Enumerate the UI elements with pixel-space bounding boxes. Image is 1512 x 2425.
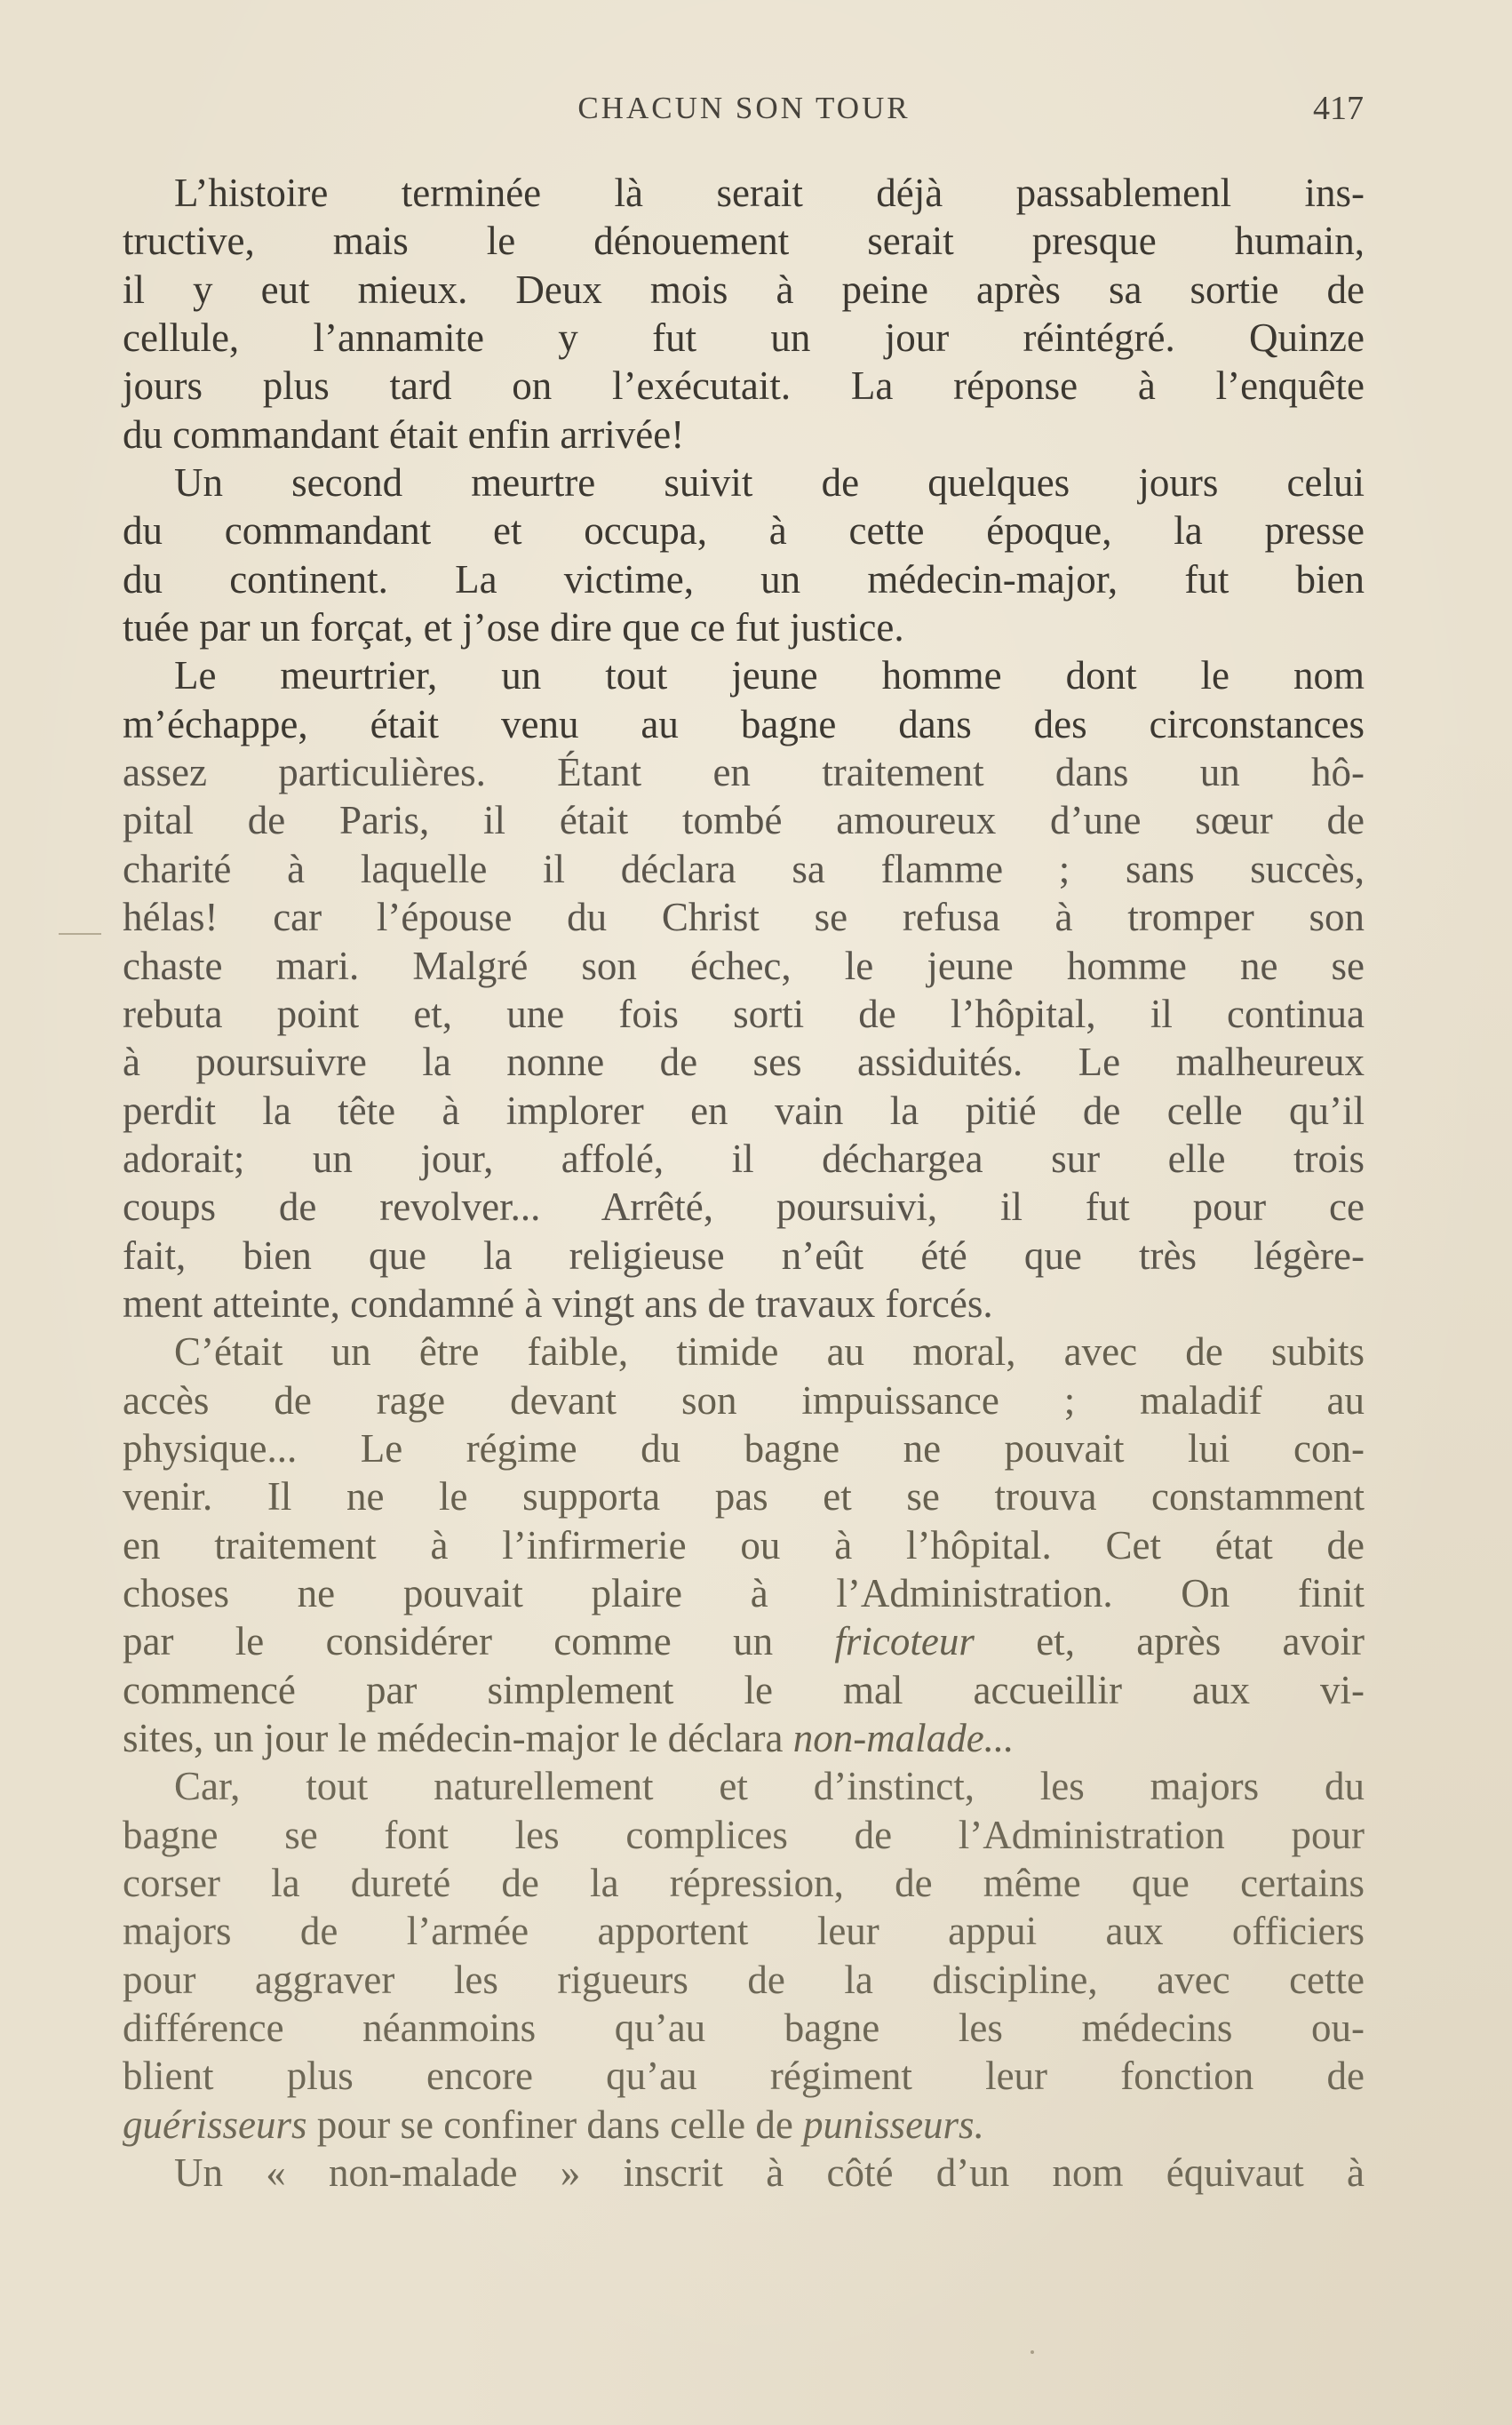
text-line: tructive, mais le dénouement serait presque humain, bbox=[123, 219, 1365, 264]
text-line: cellule, l’annamite y fut un jour réintégré. Quinze bbox=[123, 315, 1365, 361]
text-line: jours plus tard on l’exécutait. La réponse à l’enquête bbox=[123, 363, 1365, 409]
text-line bbox=[123, 2101, 1365, 2149]
margin-mark bbox=[59, 933, 101, 935]
text-fragment: et, après avoir bbox=[974, 1619, 1365, 1664]
text-line: adorait; un jour, affolé, il déchargea sur elle trois bbox=[123, 1136, 1365, 1181]
text-line: accès de rage devant son impuissance ; maladif au bbox=[123, 1377, 1365, 1423]
text-line: pital de Paris, il était tombé amoureux d’une sœur de bbox=[123, 798, 1365, 843]
italic-word: punisseurs. bbox=[803, 2102, 984, 2147]
text-line bbox=[123, 1617, 1365, 1665]
running-head bbox=[124, 85, 1364, 135]
page-number: 417 bbox=[1313, 90, 1364, 127]
text-line: Le meurtrier, un tout jeune homme dont le nom bbox=[174, 653, 1365, 698]
text-line: corser la dureté de la répression, de même que certains bbox=[123, 1861, 1365, 1906]
text-line: venir. Il ne le supporta pas et se trouva constamment bbox=[123, 1474, 1365, 1520]
body-text bbox=[123, 169, 1365, 2197]
text-line: du continent. La victime, un médecin-major, fut bien bbox=[123, 556, 1365, 602]
text-line: ment atteinte, condamné à vingt ans de travaux forcés. bbox=[123, 1280, 993, 1326]
text-line: en traitement à l’infirmerie ou à l’hôpital. Cet état de bbox=[123, 1522, 1365, 1567]
italic-word: non-malade... bbox=[792, 1716, 1015, 1760]
text-line: tuée par un forçat, et j’ose dire que ce fut justice. bbox=[123, 605, 904, 650]
text-line: commencé par simplement le mal accueillir aux vi- bbox=[123, 1667, 1365, 1712]
text-line: charité à laquelle il déclara sa flamme ; sans succès, bbox=[123, 846, 1365, 891]
text-line: Un second meurtre suivit de quelques jours celui bbox=[174, 460, 1365, 506]
text-fragment: sites, un jour le médecin-major le déclara bbox=[123, 1716, 793, 1760]
text-line: il y eut mieux. Deux mois à peine après sa sortie de bbox=[123, 267, 1365, 312]
text-line: du commandant était enfin arrivée! bbox=[123, 411, 685, 457]
text-fragment: par le considérer comme un bbox=[123, 1619, 835, 1664]
text-line: différence néanmoins qu’au bagne les médecins ou- bbox=[123, 2006, 1365, 2051]
text-line: blient plus encore qu’au régiment leur fonction de bbox=[123, 2054, 1365, 2099]
text-line: fait, bien que la religieuse n’eût été que très légère- bbox=[123, 1232, 1365, 1278]
text-line: assez particulières. Étant en traitement dans un hô- bbox=[123, 750, 1365, 795]
text-line: à poursuivre la nonne de ses assiduités. Le malheureux bbox=[123, 1040, 1365, 1085]
paper-speck bbox=[1031, 2350, 1034, 2354]
text-line: choses ne pouvait plaire à l’Administration. On finit bbox=[123, 1570, 1365, 1615]
text-line: physique... Le régime du bagne ne pouvait lui con- bbox=[123, 1425, 1365, 1471]
text-line: perdit la tête à implorer en vain la pitié de celle qu’il bbox=[123, 1088, 1365, 1133]
text-fragment: pour se confiner dans celle de bbox=[306, 2102, 804, 2147]
text-line: rebuta point et, une fois sorti de l’hôpital, il continua bbox=[123, 991, 1365, 1036]
text-line bbox=[123, 1714, 1365, 1762]
text-line: m’échappe, était venu au bagne dans des circonstances bbox=[123, 701, 1365, 746]
text-line: chaste mari. Malgré son échec, le jeune homme ne se bbox=[123, 943, 1365, 988]
text-line: bagne se font les complices de l’Administration pour bbox=[123, 1812, 1365, 1857]
running-title: CHACUN SON TOUR bbox=[577, 91, 911, 125]
text-line: C’était un être faible, timide au moral, avec de subits bbox=[174, 1329, 1365, 1375]
italic-word: fricoteur bbox=[834, 1619, 975, 1664]
text-line: pour aggraver les rigueurs de la discipline, avec cette bbox=[123, 1957, 1365, 2002]
text-line: Car, tout naturellement et d’instinct, les majors du bbox=[174, 1764, 1365, 1809]
italic-word: guérisseurs bbox=[123, 2102, 307, 2147]
text-line: L’histoire terminée là serait déjà passablemenl ins- bbox=[174, 171, 1365, 215]
text-line: majors de l’armée apportent leur appui aux officiers bbox=[123, 1909, 1365, 1954]
text-line: du commandant et occupa, à cette époque, la presse bbox=[123, 508, 1365, 554]
text-line: coups de revolver... Arrêté, poursuivi, il fut pour ce bbox=[123, 1185, 1365, 1230]
text-line: hélas! car l’épouse du Christ se refusa à tromper son bbox=[123, 895, 1365, 940]
text-line: Un « non-malade » inscrit à côté d’un nom équivaut à bbox=[174, 2150, 1365, 2196]
